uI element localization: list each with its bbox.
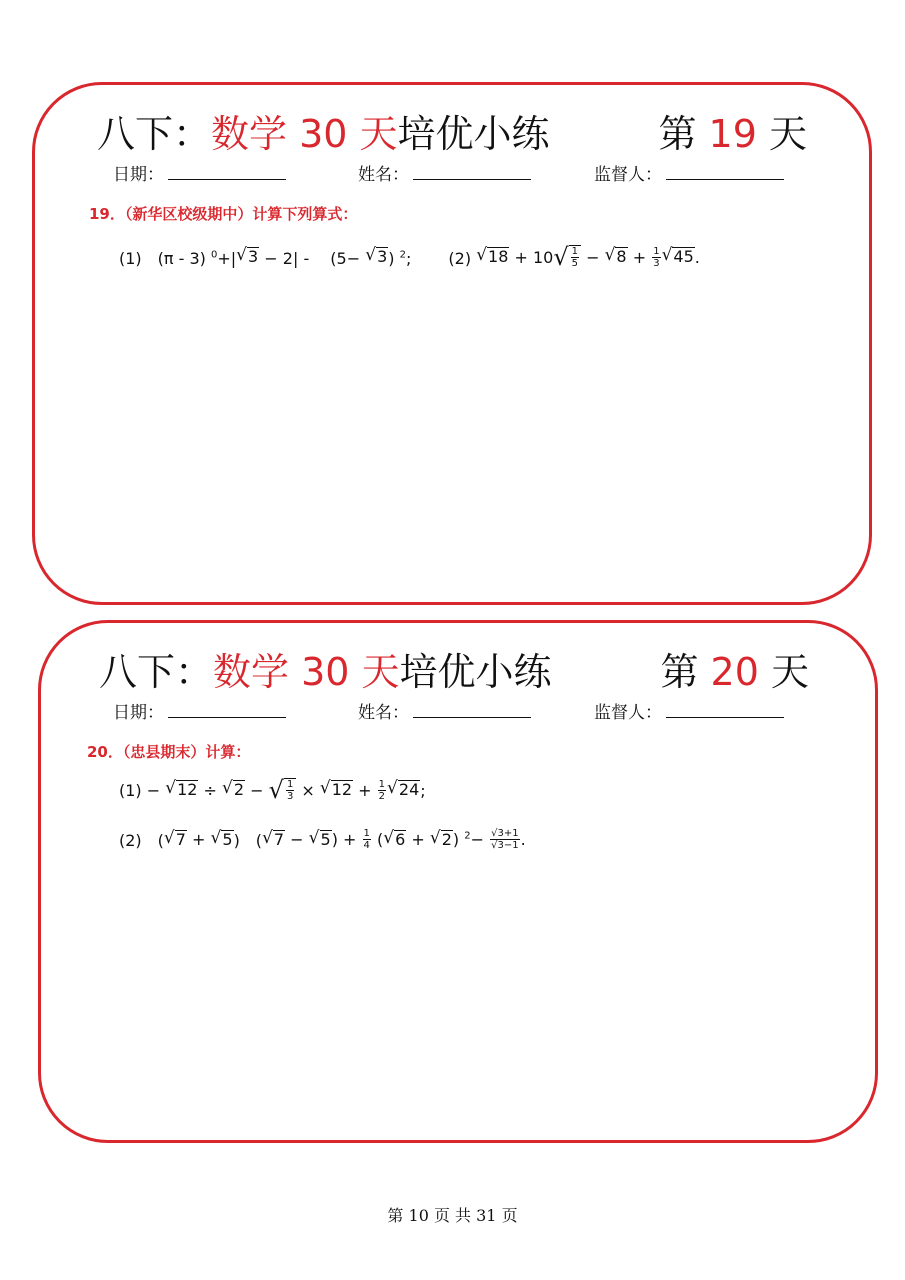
name-blank[interactable] bbox=[413, 701, 531, 718]
date-blank[interactable] bbox=[168, 701, 286, 718]
name-label: 姓名： bbox=[358, 703, 409, 723]
card-title bbox=[99, 635, 809, 695]
card-title bbox=[97, 97, 807, 157]
problem-20-part-2: (2) ( √ 7 + √ 5 ) ( √ 7 − √ 5 ) + $\frac{1}{4}$ ( √ 6 + √ 2 ) $^2$− $\frac{√3+1}{√3-1}$ . bbox=[119, 827, 526, 851]
name-label: 姓名： bbox=[358, 165, 409, 185]
title-prefix: 八下： bbox=[99, 650, 214, 694]
supervisor-blank[interactable] bbox=[666, 701, 784, 718]
date-label: 日期： bbox=[113, 165, 164, 185]
name-blank[interactable] bbox=[413, 163, 531, 180]
supervisor-label: 监督人： bbox=[594, 703, 662, 723]
title-highlight: 数学 30 天 bbox=[211, 112, 398, 156]
problem-19-formulas: (1) (π - 3) $^0$+| √ 3 − 2| - (5− √ 3 ) $^2$; (2) √ 18 + 10 √ $\frac{1}{5}$ − √ 8 + $\frac{1}{3}$ √ 45 . bbox=[119, 243, 700, 271]
title-suffix: 培优小练 bbox=[399, 650, 552, 694]
title-prefix: 八下： bbox=[97, 112, 212, 156]
page-footer: 第 10 页 共 31 页 bbox=[387, 1206, 518, 1225]
day-prefix: 第 bbox=[658, 112, 709, 156]
day-suffix: 天 bbox=[756, 112, 807, 156]
supervisor-label: 监督人： bbox=[594, 165, 662, 185]
info-row bbox=[113, 160, 803, 186]
info-row bbox=[113, 698, 803, 724]
date-label: 日期： bbox=[113, 703, 164, 723]
practice-card-day-19 bbox=[32, 82, 872, 605]
title-highlight: 数学 30 天 bbox=[213, 650, 400, 694]
practice-card-day-20 bbox=[38, 620, 878, 1143]
supervisor-blank[interactable] bbox=[666, 163, 784, 180]
day-prefix: 第 bbox=[660, 650, 711, 694]
day-number: 20 bbox=[710, 650, 759, 694]
question-heading: 19．（新华区校级期中）计算下列算式： bbox=[89, 205, 358, 223]
day-number: 19 bbox=[708, 112, 757, 156]
question-heading: 20．（忠县期末）计算： bbox=[87, 743, 251, 761]
problem-20-part-1: (1) − √ 12 ÷ √ 2 − √ $\frac{1}{3}$ × √ 12 + $\frac{1}{2}$ √ 24 ; bbox=[119, 776, 426, 804]
day-suffix: 天 bbox=[758, 650, 809, 694]
date-blank[interactable] bbox=[168, 163, 286, 180]
title-suffix: 培优小练 bbox=[397, 112, 550, 156]
